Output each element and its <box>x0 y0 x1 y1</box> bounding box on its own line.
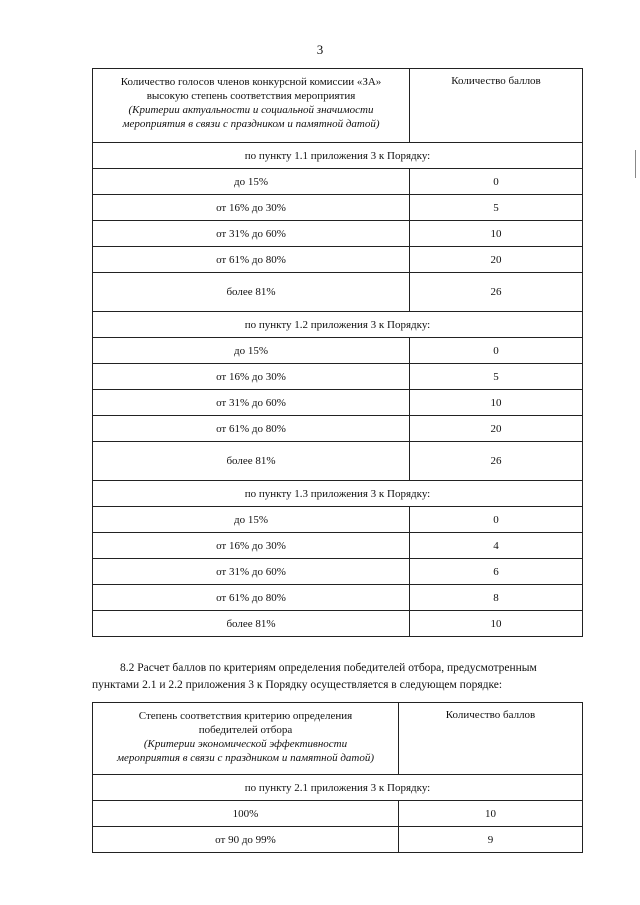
points-cell: 6 <box>410 559 583 585</box>
range-cell: более 81% <box>93 442 410 481</box>
points-cell: 20 <box>410 416 583 442</box>
range-cell: от 16% до 30% <box>93 533 410 559</box>
header-italic-line: мероприятия в связи с праздником и памятной датой) <box>116 752 375 764</box>
table-header <box>93 703 583 775</box>
paragraph-line: 8.2 Расчет баллов по критериям определения победителей отбора, предусмотренным <box>120 662 537 674</box>
header-line: Степень соответствия критерию определения <box>138 710 353 722</box>
table-row <box>93 507 583 533</box>
table-row <box>93 559 583 585</box>
table-row <box>93 364 583 390</box>
points-cell: 20 <box>410 247 583 273</box>
scoring-table-2 <box>92 702 583 853</box>
table-row <box>93 442 583 481</box>
table-row <box>93 801 583 827</box>
table-row <box>93 273 583 312</box>
points-cell: 10 <box>410 390 583 416</box>
table-row <box>93 533 583 559</box>
section-title: по пункту 1.2 приложения 3 к Порядку: <box>93 312 583 338</box>
range-cell: от 31% до 60% <box>93 390 410 416</box>
table-header <box>93 69 583 143</box>
paragraph-line: пунктами 2.1 и 2.2 приложения 3 к Порядку осуществляется в следующем порядке: <box>92 679 503 691</box>
points-cell: 9 <box>399 827 583 853</box>
header-line: победителей отбора <box>198 724 293 736</box>
points-cell: 5 <box>410 195 583 221</box>
range-cell: от 31% до 60% <box>93 221 410 247</box>
range-cell: от 16% до 30% <box>93 195 410 221</box>
section-title: по пункту 1.1 приложения 3 к Порядку: <box>93 143 583 169</box>
points-cell: 0 <box>410 169 583 195</box>
section-row <box>93 143 583 169</box>
table-row <box>93 585 583 611</box>
range-cell: от 61% до 80% <box>93 247 410 273</box>
range-cell: от 90 до 99% <box>93 827 399 853</box>
section-row <box>93 775 583 801</box>
table-row <box>93 247 583 273</box>
range-cell: более 81% <box>93 273 410 312</box>
header-italic-line: мероприятия в связи с праздником и памятной датой) <box>122 118 380 130</box>
header-italic-line: (Критерии экономической эффективности <box>143 738 348 750</box>
header-italic-line: (Критерии актуальности и социальной значимости <box>128 104 374 116</box>
table-row <box>93 827 583 853</box>
points-cell: 10 <box>410 221 583 247</box>
points-cell: 10 <box>399 801 583 827</box>
section-title: по пункту 2.1 приложения 3 к Порядку: <box>93 775 583 801</box>
table-row <box>93 195 583 221</box>
section-row <box>93 481 583 507</box>
range-cell: 100% <box>93 801 399 827</box>
section-title: по пункту 1.3 приложения 3 к Порядку: <box>93 481 583 507</box>
header-points-cell: Количество баллов <box>399 703 583 775</box>
scoring-table-1 <box>92 68 583 637</box>
table-row <box>93 390 583 416</box>
header-line: Количество голосов членов конкурсной комиссии «ЗА» <box>120 76 382 88</box>
points-cell: 4 <box>410 533 583 559</box>
header-criteria-cell <box>93 69 410 143</box>
points-cell: 0 <box>410 338 583 364</box>
table-row <box>93 221 583 247</box>
section-row <box>93 312 583 338</box>
points-cell: 5 <box>410 364 583 390</box>
range-cell: от 61% до 80% <box>93 416 410 442</box>
range-cell: до 15% <box>93 507 410 533</box>
header-criteria-cell <box>93 703 399 775</box>
range-cell: от 16% до 30% <box>93 364 410 390</box>
table-row <box>93 416 583 442</box>
points-cell: 10 <box>410 611 583 637</box>
range-cell: более 81% <box>93 611 410 637</box>
points-cell: 0 <box>410 507 583 533</box>
table-row <box>93 169 583 195</box>
range-cell: до 15% <box>93 169 410 195</box>
page-number: 3 <box>316 42 324 57</box>
scan-edge-mark <box>635 150 636 178</box>
range-cell: от 61% до 80% <box>93 585 410 611</box>
table-row <box>93 611 583 637</box>
table-row <box>93 338 583 364</box>
points-cell: 26 <box>410 273 583 312</box>
header-line: высокую степень соответствия мероприятия <box>146 90 356 102</box>
paragraph-8-2 <box>92 660 592 694</box>
header-points-cell: Количество баллов <box>410 69 583 143</box>
range-cell: до 15% <box>93 338 410 364</box>
range-cell: от 31% до 60% <box>93 559 410 585</box>
points-cell: 26 <box>410 442 583 481</box>
points-cell: 8 <box>410 585 583 611</box>
